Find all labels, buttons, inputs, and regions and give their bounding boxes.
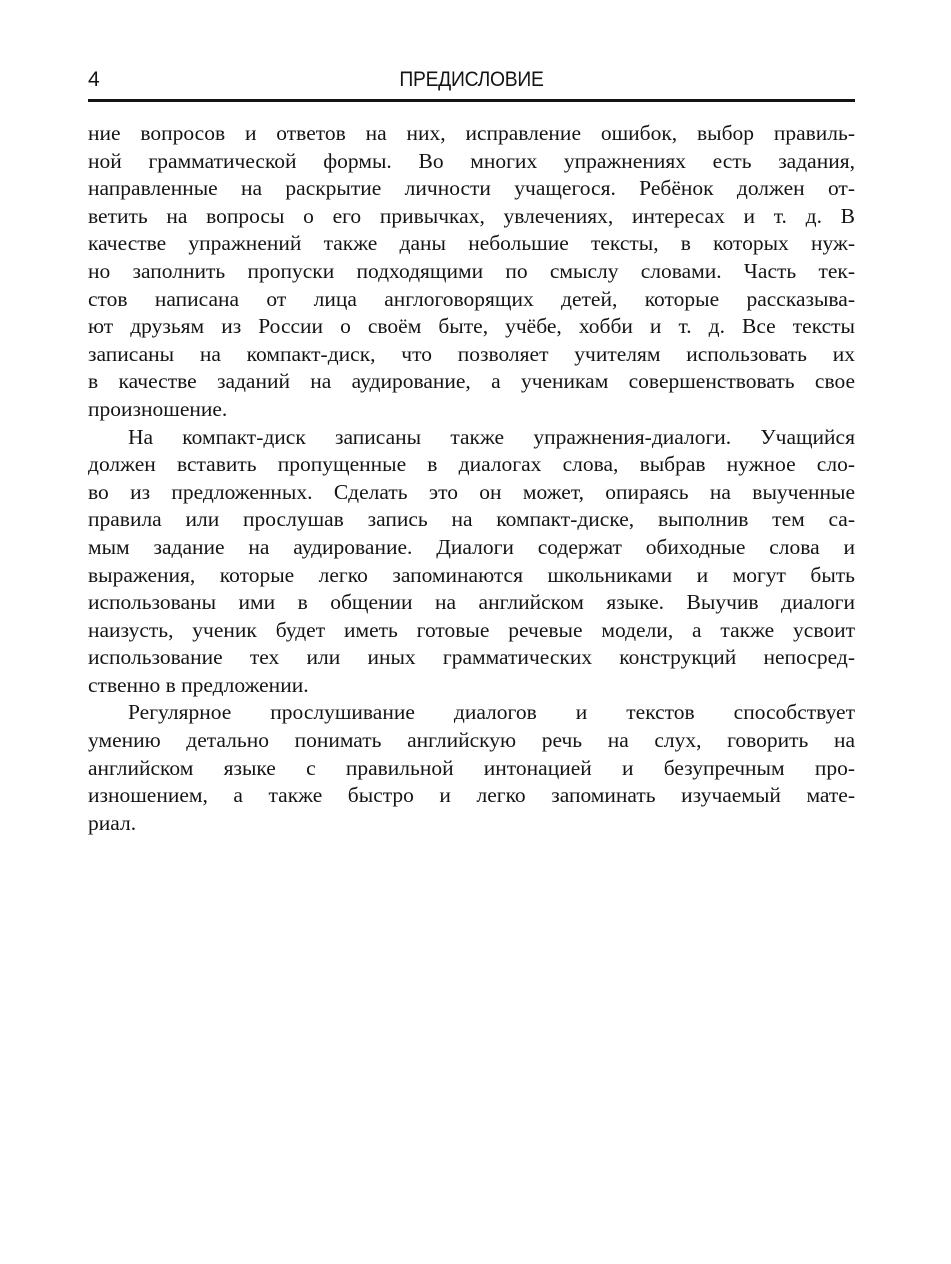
text-line: но заполнить пропуски подходящими по смыслу словами. Часть тек- [88,258,855,283]
text-line: произношение. [88,396,228,421]
paragraph [88,120,855,424]
text-line: мым задание на аудирование. Диалоги содержат обиходные слова и [88,534,855,559]
text-line: записаны на компакт-диск, что позволяет учителям использовать их [88,341,855,366]
text-line: в качестве заданий на аудирование, а ученикам совершенствовать свое [88,369,855,394]
text-line: ной грамматической формы. Во многих упражнениях есть задания, [88,148,855,173]
text-line: стов написана от лица англоговорящих детей, которые рассказыва- [88,286,855,311]
paragraph [88,699,855,837]
text-line: правила или прослушав запись на компакт-диске, выполнив тем са- [88,507,855,532]
running-header [88,66,855,100]
text-line: должен вставить пропущенные в диалогах слова, выбрав нужное сло- [88,452,855,477]
text-line: наизусть, ученик будет иметь готовые речевые модели, а также усвоит [88,617,855,642]
text-line: английском языке с правильной интонацией и безупречным про- [88,755,855,780]
text-line: ственно в предложении. [88,672,309,697]
text-line: выражения, которые легко запоминаются школьниками и могут быть [88,562,855,587]
text-line: качестве упражнений также даны небольшие тексты, в которых нуж- [88,231,855,256]
text-line: ние вопросов и ответов на них, исправление ошибок, выбор правиль- [88,121,855,145]
running-title: ПРЕДИСЛОВИЕ [399,68,544,91]
text-line: ют друзьям из России о своём быте, учёбе, хобби и т. д. Все тексты [88,314,855,339]
text-line: риал. [88,810,137,835]
text-line: использованы ими в общении на английском языке. Выучив диалоги [88,590,855,615]
text-line: На компакт-диск записаны также упражнения-диалоги. Учащийся [128,424,855,449]
text-line: направленные на раскрытие личности учащегося. Ребёнок должен от- [88,176,855,201]
text-line: использование тех или иных грамматических конструкций непосред- [88,645,855,670]
text-line: умению детально понимать английскую речь на слух, говорить на [88,728,855,753]
page-number: 4 [88,68,100,91]
text-line: изношением, а также быстро и легко запоминать изучаемый мате- [88,783,855,808]
text-line: ветить на вопросы о его привычках, увлечениях, интересах и т. д. В [88,203,855,228]
paragraph [88,424,855,700]
header-rule [88,99,855,102]
text-line: Регулярное прослушивание диалогов и текстов способствует [128,700,855,725]
body-text [88,120,855,837]
text-line: во из предложенных. Сделать это он может, опираясь на выученные [88,479,855,504]
